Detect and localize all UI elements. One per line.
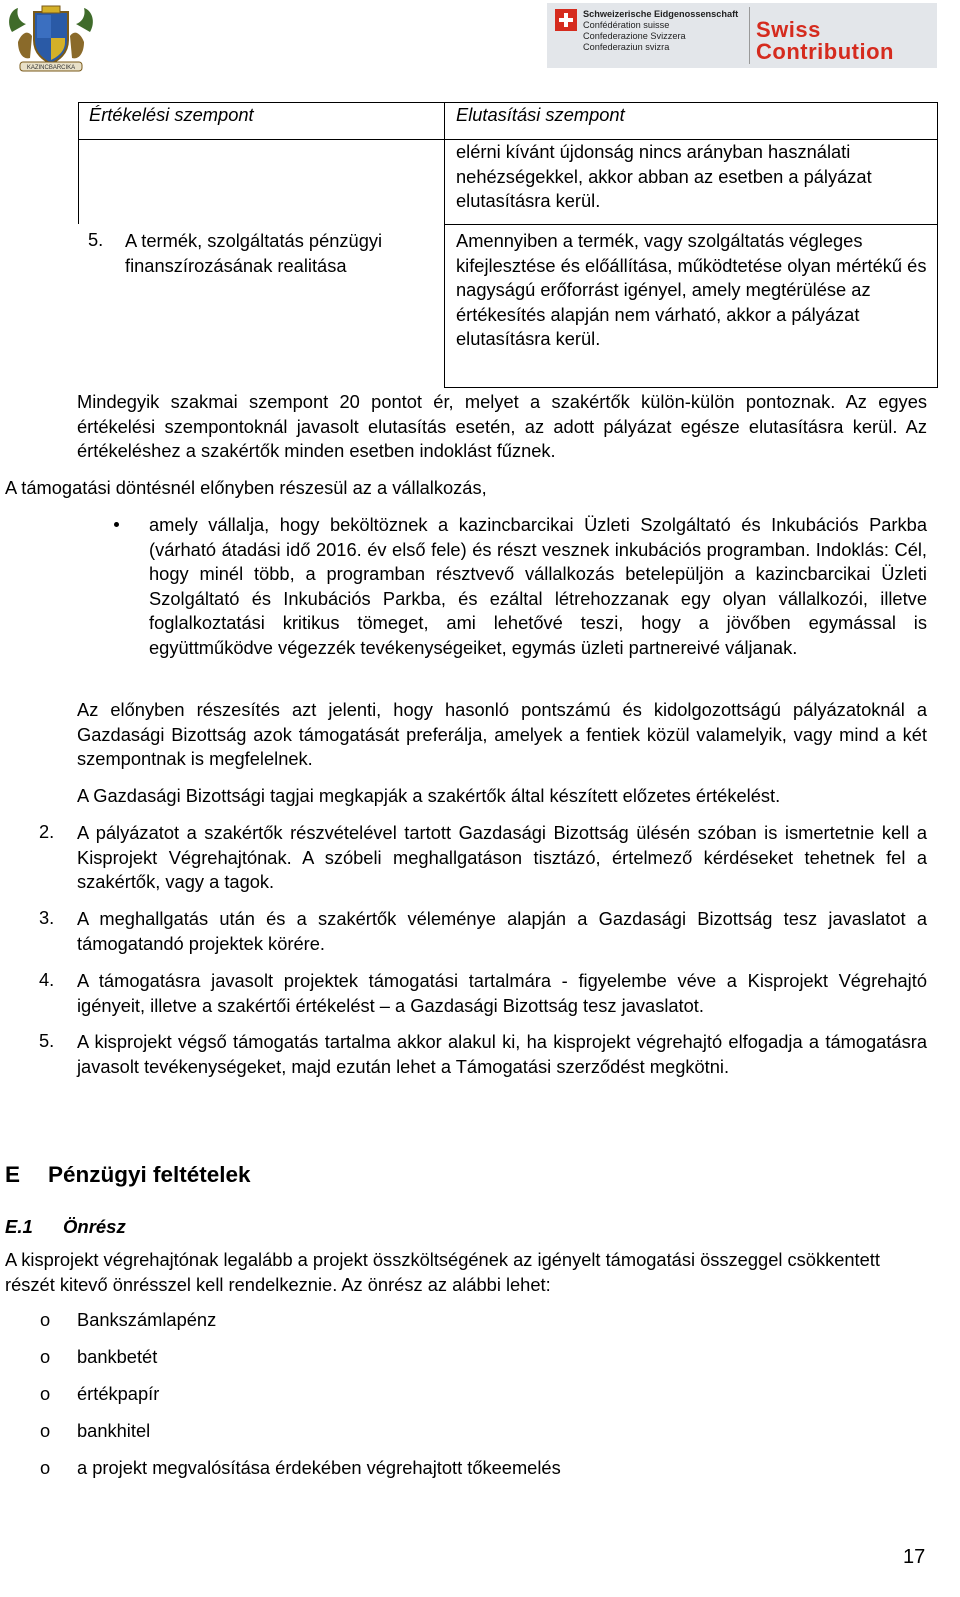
list-item-number: 2.	[39, 821, 55, 842]
list-item-number: 3.	[39, 907, 55, 928]
list-marker: o	[40, 1457, 51, 1478]
list-item: A támogatásra javasolt projektek támogatási tartalmára - figyelembe véve a Kisprojekt Végrehajtó igényeit, illetve a szakértői értékelést – a Gazdasági Bizottság tesz javaslatot.	[77, 970, 927, 1016]
swiss-contribution-wordmark: Swiss Contribution	[756, 17, 894, 64]
list-marker: o	[40, 1420, 51, 1441]
table-cell-evaluation-5: A termék, szolgáltatás pénzügyi finanszírozásának realitása	[125, 230, 383, 276]
list-marker: o	[40, 1309, 51, 1330]
subsection-title: Önrész	[63, 1216, 126, 1237]
list-item: a projekt megvalósítása érdekében végrehajtott tőkeemelés	[77, 1457, 561, 1478]
swiss-contribution-logo	[547, 3, 937, 68]
table-header-rejection: Elutasítási szempont	[456, 104, 625, 125]
list-marker: o	[40, 1346, 51, 1367]
list-item: értékpapír	[77, 1383, 160, 1404]
preference-bullet: amely vállalja, hogy beköltöznek a kazincbarcikai Üzleti Szolgáltató és Inkubációs Parkba (várható átadási idő 2016. év első fele) és részt vesznek inkubációs programban. Indoklás: Cél, hogy minél több, a programban résztvevő vállalkozás betelepüljön a kazincbarcikai Üzleti Szolgáltató és Inkubációs Parkba, és ezáltal létrehozzanak egy olyan vállalkozói, illetve foglalkoztatási kritikus tömeget, ami lehetővé teszi, hogy a jövőben egymással is együttműködve végezzék tevékenységeiket, egymás üzleti partnereivé váljanak.	[149, 514, 927, 658]
table-cell-rejection-5: Amennyiben a termék, vagy szolgáltatás végleges kifejlesztése és előállítása, működtetése olyan mértékű és nagyságú erőforrást igényel, amely megtérülése az értékesítés alapján nem várható, akkor a pályázat elutasításra kerül.	[456, 230, 927, 350]
page-number: 17	[903, 1546, 926, 1568]
list-item-number: 4.	[39, 969, 55, 990]
own-contribution-paragraph: A kisprojekt végrehajtónak legalább a projekt összköltségének az igényelt támogatási összeggel csökkentett részét kitevő önrésszel kell rendelkeznie. Az önrész az alábbi lehet:	[5, 1249, 880, 1295]
list-item: A pályázatot a szakértők részvételével tartott Gazdasági Bizottság ülésén szóban is ismertetnie kell a Kisprojekt Végrehajtónak. A szóbeli meghallgatáson tisztázó, értelmező kérdéseket tehetnek fel a szakértők, vagy a tagok.	[77, 822, 927, 893]
swiss-flag-icon	[555, 9, 577, 31]
swiss-confederation-text: Schweizerische Eidgenossenschaft Confédération suisse Confederazione Svizzera Confederaziun svizra	[583, 9, 739, 52]
committee-paragraph: A Gazdasági Bizottsági tagjai megkapják a szakértők által készített előzetes értékelést.	[77, 785, 781, 806]
evaluation-table	[78, 102, 938, 388]
scoring-paragraph: Mindegyik szakmai szempont 20 pontot ér, melyet a szakértők külön-külön pontoznak. Az egyes értékelési szempontoknál javasolt elutasítás esetén, az adott pályázat egésze elutasításra kerül. Az értékeléshez a szakértők minden esetben indoklást fűznek.	[77, 391, 927, 462]
list-item: bankbetét	[77, 1346, 158, 1367]
list-item: A meghallgatás után és a szakértők véleménye alapján a Gazdasági Bizottság tesz javaslatot a támogatandó projektek körére.	[77, 908, 927, 954]
section-title: Pénzügyi feltételek	[48, 1162, 251, 1187]
preference-intro: A támogatási döntésnél előnyben részesül az a vállalkozás,	[5, 477, 487, 498]
city-crest-logo	[4, 2, 98, 74]
table-row-number: 5.	[88, 229, 104, 250]
svg-text:KAZINCBARCIKA: KAZINCBARCIKA	[26, 65, 76, 71]
subsection-number: E.1	[5, 1216, 33, 1237]
list-item-number: 5.	[39, 1030, 55, 1051]
bullet-icon	[114, 522, 119, 527]
list-item: Bankszámlapénz	[77, 1309, 217, 1330]
list-item: bankhitel	[77, 1420, 151, 1441]
section-letter: E	[5, 1162, 21, 1187]
list-item: A kisprojekt végső támogatás tartalma akkor alakul ki, ha kisprojekt végrehajtó elfogadja a támogatásra javasolt tevékenységeket, majd ezután lehet a Támogatási szerződést megkötni.	[77, 1031, 927, 1077]
table-header-evaluation: Értékelési szempont	[89, 104, 254, 125]
preference-explanation: Az előnyben részesítés azt jelenti, hogy hasonló pontszámú és kidolgozottságú pályázatoknál a Gazdasági Bizottság azok támogatását preferálja, amelyek a fentiek közül valamelyik, vagy mind a két szempontnak is megfelelnek.	[77, 699, 927, 770]
list-marker: o	[40, 1383, 51, 1404]
table-cell-rejection-1: elérni kívánt újdonság nincs arányban használati nehézségekkel, akkor abban az esetben a pályázat elutasításra kerül.	[456, 141, 872, 212]
